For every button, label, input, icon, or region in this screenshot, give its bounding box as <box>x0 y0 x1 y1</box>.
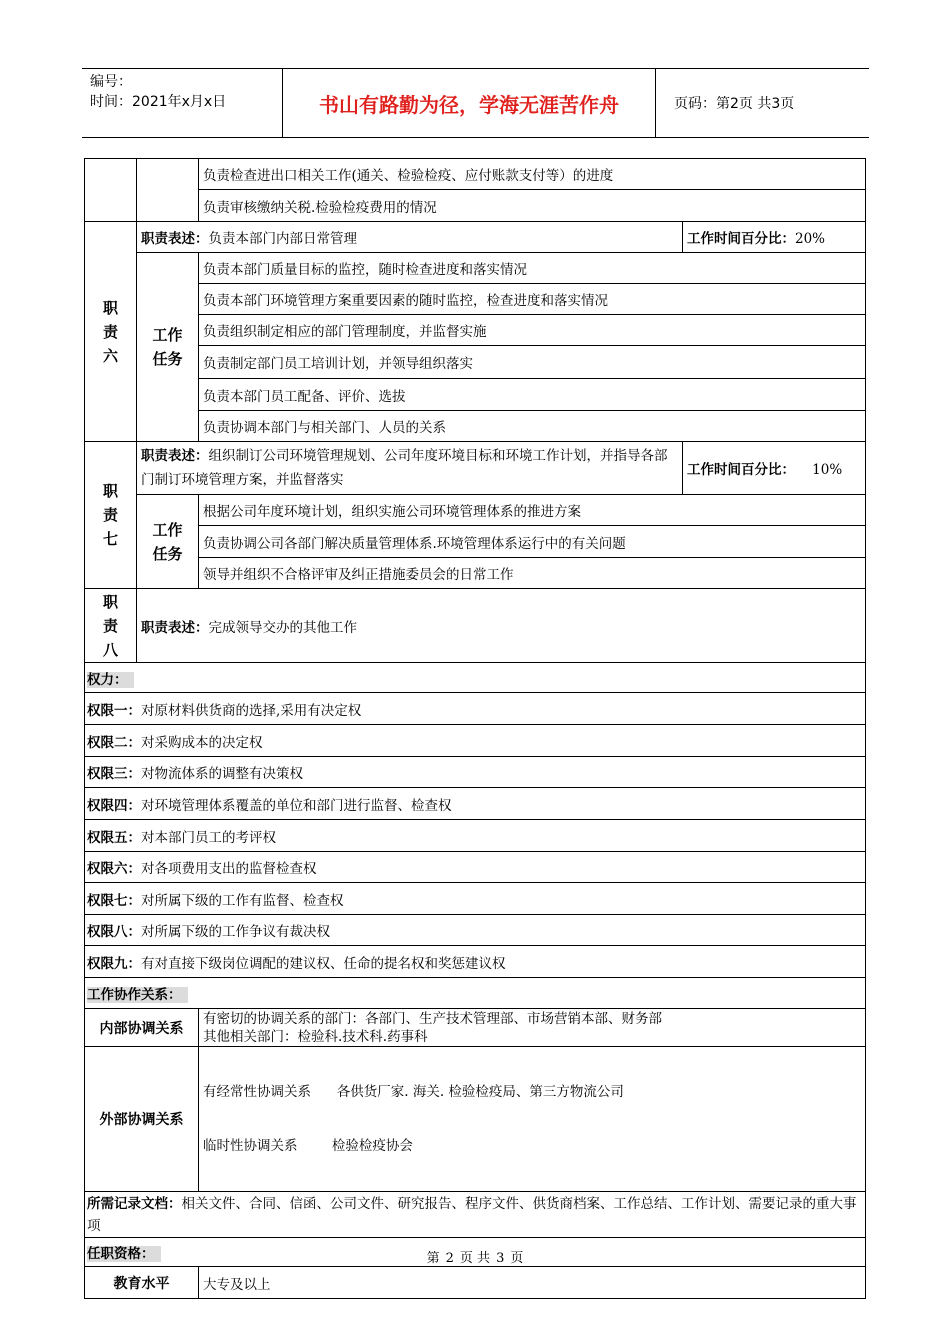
time-value: 10% <box>812 462 843 478</box>
duty8-desc <box>137 589 866 663</box>
number-label: 编号： <box>90 74 132 90</box>
table-row <box>85 346 866 379</box>
power-item <box>85 820 866 852</box>
desc-text: 组织制订公司环境管理规划、公司年度环境目标和环境工作计划，并指导各部门制订环境管理方案，并监督落实 <box>141 448 668 488</box>
power-item-text: 对采购成本的决定权 <box>141 734 263 751</box>
footer-mid: 页 共 <box>459 1251 491 1266</box>
table-row <box>85 222 866 253</box>
power-item-text: 对所属下级的工作争议有裁决权 <box>141 924 330 940</box>
duty8-title-char: 责 <box>102 616 118 635</box>
coop-title-cell <box>85 978 866 1009</box>
table-row <box>85 788 866 820</box>
task-item: 负责本部门员工配备、评价、选拔 <box>199 379 866 411</box>
header-motto: 书山有路勤为径，学海无涯苦作舟 <box>282 69 656 137</box>
power-item-text: 对各项费用支出的监督检查权 <box>141 861 317 877</box>
task-item: 负责组织制定相应的部门管理制度，并监督实施 <box>199 315 866 346</box>
time-label: 工作时间百分比： <box>687 231 795 247</box>
table-row <box>85 725 866 757</box>
power-item-label: 权限三： <box>87 766 141 782</box>
task-item: 负责本部门质量目标的监控，随时检查进度和落实情况 <box>199 253 866 284</box>
cont-title-cell <box>85 159 137 222</box>
power-item-text: 有对直接下级岗位调配的建议权、任命的提名权和奖惩建议权 <box>141 955 506 972</box>
desc-label: 职责表述： <box>141 619 209 636</box>
external-line: 临时性协调关系 检验检疫协会 <box>203 1138 413 1154</box>
power-item <box>85 915 866 946</box>
power-item <box>85 883 866 915</box>
task-label-line: 任务 <box>152 350 183 368</box>
duty7-title-char: 七 <box>102 530 118 548</box>
table-row <box>85 663 866 693</box>
table-row <box>85 379 866 411</box>
footer-page: 2 <box>445 1251 454 1266</box>
edu-label: 教育水平 <box>85 1267 199 1299</box>
power-title-cell <box>85 663 866 693</box>
table-row <box>85 526 866 558</box>
edu-value: 大专及以上 <box>199 1267 866 1299</box>
duty6-desc <box>137 222 683 253</box>
duty7-time <box>683 442 866 495</box>
records-text: 相关文件、合同、信函、公司文件、研究报告、程序文件、供货商档案、工作总结、工作计划、需要记录的重大事项 <box>87 1195 857 1234</box>
task-item: 负责制定部门员工培训计划，并领导组织落实 <box>199 346 866 379</box>
task-item: 负责协调公司各部门解决质量管理体系.环境管理体系运行中的有关问题 <box>199 526 866 558</box>
table-row <box>85 190 866 222</box>
table-row <box>85 946 866 978</box>
table-row <box>85 558 866 589</box>
page-label: 页码：第2页 共3页 <box>674 96 795 112</box>
table-row <box>85 411 866 442</box>
task-item: 根据公司年度环境计划，组织实施公司环境管理体系的推进方案 <box>199 495 866 526</box>
task-label-line: 任务 <box>152 544 183 563</box>
page-header <box>82 68 869 138</box>
duty6-time <box>683 222 866 253</box>
internal-line: 有密切的协调关系的部门：各部门、生产技术管理部、市场营销本部、财务部 <box>203 1010 662 1027</box>
duty7-task-label <box>137 495 199 589</box>
header-page-label <box>664 69 869 137</box>
table-row <box>85 820 866 852</box>
power-item <box>85 693 866 725</box>
table-row <box>85 852 866 883</box>
power-item <box>85 788 866 820</box>
power-item-label: 权限一： <box>87 702 141 719</box>
table-row <box>85 883 866 915</box>
duty7-title-char: 责 <box>102 506 118 524</box>
duty-table <box>84 158 866 1299</box>
task-label-line: 工作 <box>152 326 183 344</box>
table-row <box>85 1267 866 1299</box>
table-row <box>85 253 866 284</box>
table-row <box>85 1047 866 1192</box>
task-item: 负责审核缴纳关税.检验检疫费用的情况 <box>199 190 866 222</box>
duty6-title-char: 职 <box>102 298 118 317</box>
duty6-title-char: 六 <box>102 346 118 365</box>
power-item-text: 对所属下级的工作有监督、检查权 <box>141 892 344 909</box>
power-item <box>85 946 866 978</box>
duty8-title-char: 八 <box>102 640 118 659</box>
internal-line: 其他相关部门：检验科.技术科.药事科 <box>203 1028 428 1045</box>
power-title: 权力： <box>87 672 134 688</box>
table-row <box>85 757 866 788</box>
duty6-task-label <box>137 253 199 442</box>
duty6-title-char: 责 <box>102 322 118 341</box>
power-item-label: 权限八： <box>87 924 141 940</box>
footer-suffix: 页 <box>510 1251 524 1266</box>
table-row <box>85 1009 866 1047</box>
power-item-label: 权限二： <box>87 734 141 751</box>
power-item <box>85 725 866 757</box>
header-meta <box>82 69 282 137</box>
table-row <box>85 495 866 526</box>
table-row <box>85 589 866 663</box>
power-item-text: 对物流体系的调整有决策权 <box>141 766 303 782</box>
duty8-title-char: 职 <box>102 592 118 611</box>
table-row <box>85 159 866 190</box>
duty6-title <box>85 222 137 442</box>
duty7-desc <box>137 442 683 495</box>
page-footer <box>0 1247 950 1266</box>
table-row <box>85 978 866 1009</box>
table-row <box>85 315 866 346</box>
table-row <box>85 1192 866 1238</box>
date-label: 时间：2021年x月x日 <box>90 94 227 110</box>
task-item: 负责本部门环境管理方案重要因素的随时监控，检查进度和落实情况 <box>199 284 866 315</box>
records-label: 所需记录文档： <box>87 1195 182 1212</box>
desc-label: 职责表述： <box>141 448 209 464</box>
power-item <box>85 757 866 788</box>
power-item-label: 权限六： <box>87 861 141 877</box>
external-label: 外部协调关系 <box>85 1047 199 1192</box>
external-content <box>199 1047 866 1192</box>
table-row <box>85 915 866 946</box>
task-label-line: 工作 <box>152 520 183 539</box>
power-item-label: 权限四： <box>87 797 141 814</box>
duty7-title-char: 职 <box>102 482 118 500</box>
qual-title: 任职资格： <box>87 1246 161 1262</box>
internal-content <box>199 1009 866 1047</box>
desc-text: 完成领导交办的其他工作 <box>208 619 357 636</box>
desc-label: 职责表述： <box>141 231 209 247</box>
power-item <box>85 852 866 883</box>
internal-label: 内部协调关系 <box>85 1009 199 1047</box>
power-item-label: 权限七： <box>87 892 141 909</box>
table-row <box>85 693 866 725</box>
cont-task-cell <box>137 159 199 222</box>
external-line: 有经常性协调关系 各供货厂家. 海关. 检验检疫局、第三方物流公司 <box>203 1084 624 1100</box>
table-row <box>85 442 866 495</box>
task-item: 领导并组织不合格评审及纠正措施委员会的日常工作 <box>199 558 866 589</box>
desc-text: 负责本部门内部日常管理 <box>208 231 357 247</box>
footer-total: 3 <box>496 1251 505 1266</box>
records-cell <box>85 1192 866 1238</box>
power-item-text: 对原材料供货商的选择,采用有决定权 <box>141 702 362 719</box>
time-value: 20% <box>795 231 826 247</box>
coop-title: 工作协作关系： <box>87 987 188 1003</box>
table-row <box>85 284 866 315</box>
footer-prefix: 第 <box>426 1251 440 1266</box>
power-item-label: 权限九： <box>87 955 141 972</box>
task-item: 负责协调本部门与相关部门、人员的关系 <box>199 411 866 442</box>
time-label: 工作时间百分比： <box>687 462 795 478</box>
power-item-text: 对环境管理体系覆盖的单位和部门进行监督、检查权 <box>141 797 452 814</box>
duty8-title <box>85 589 137 663</box>
task-item: 负责检查进出口相关工作(通关、检验检疫、应付账款支付等）的进度 <box>199 159 866 190</box>
power-item-label: 权限五： <box>87 829 141 846</box>
power-item-text: 对本部门员工的考评权 <box>141 829 276 846</box>
duty7-title <box>85 442 137 589</box>
